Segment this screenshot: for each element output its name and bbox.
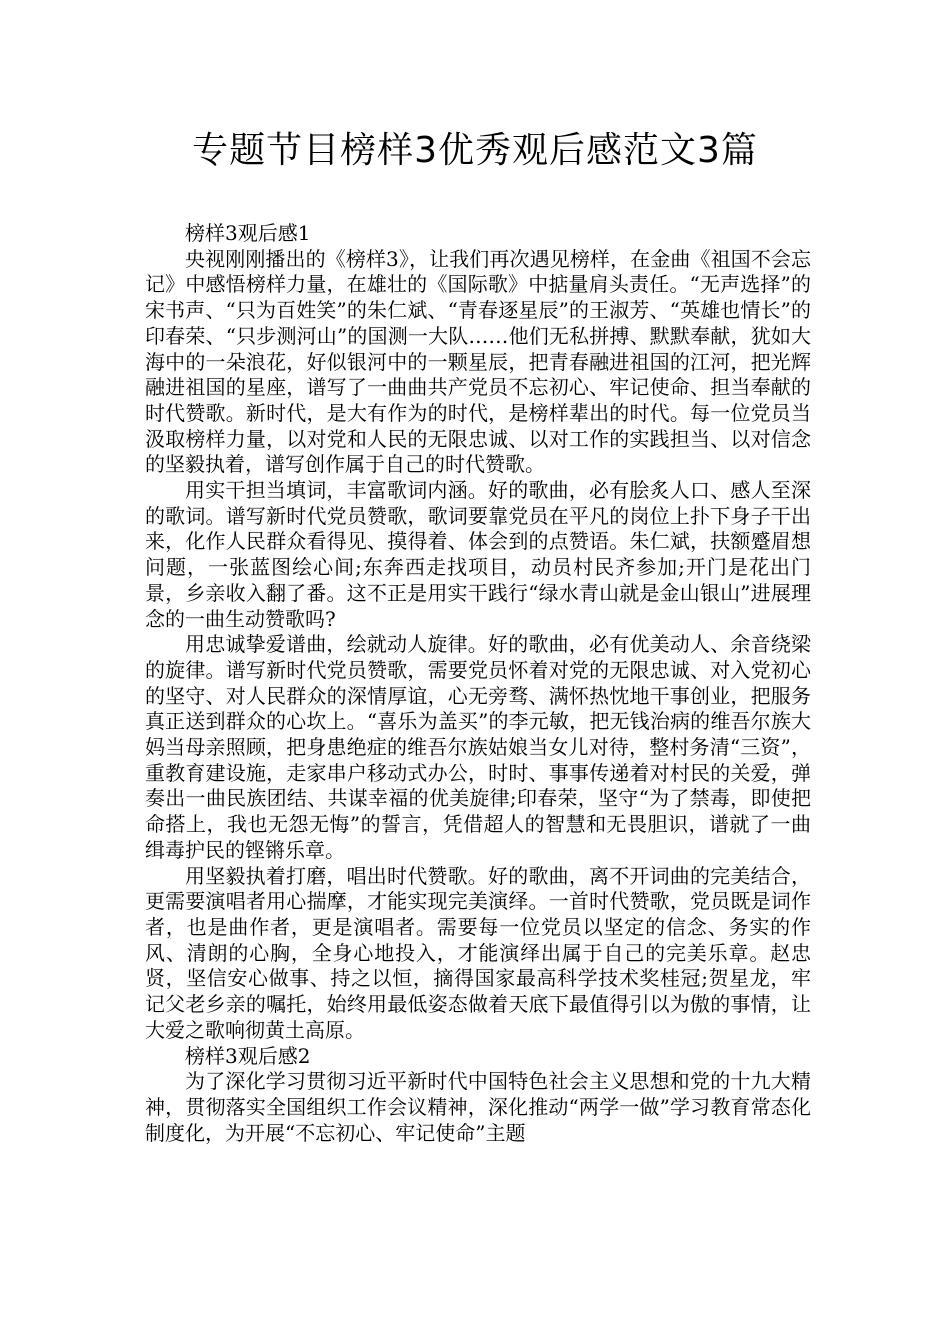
section-heading: 榜样3观后感1 bbox=[185, 221, 311, 245]
paragraph: 用实干担当填词，丰富歌词内涵。好的歌曲，必有脍炙人口、感人至深的歌词。谱写新时代党员赞歌，歌词要靠党员在平凡的岗位上扑下身子干出来，化作人民群众看得见、摸得着、体会到的点赞语。朱仁斌，扶额蹙眉想问题，一张蓝图绘心间;东奔西走找项目，动员村民齐参加;开门是花出门景，乡亲收入翻了番。这不正是用实干践行“绿水青山就是金山银山”进展理念的一曲生动赞歌吗? bbox=[145, 478, 811, 631]
paragraph: 央视刚刚播出的《榜样3》，让我们再次遇见榜样，在金曲《祖国不会忘记》中感悟榜样力量，在雄壮的《国际歌》中掂量肩头责任。“无声选择”的宋书声、“只为百姓笑”的朱仁斌、“青春逐星辰”的王淑芳、“英雄也情长”的印春荣、“只步测河山”的国测一大队……他们无私拼搏、默默奉献，犹如大海中的一朵浪花，好似银河中的一颗星辰，把青春融进祖国的江河，把光辉融进祖国的星座，谱写了一曲曲共产党员不忘初心、牢记使命、担当奉献的时代赞歌。新时代，是大有作为的时代，是榜样辈出的时代。每一位党员当汲取榜样力量，以对党和人民的无限忠诚、以对工作的实践担当、以对信念的坚毅执着，谱写创作属于自己的时代赞歌。 bbox=[145, 246, 811, 477]
document-title: 专题节目榜样3优秀观后感范文3篇 bbox=[192, 130, 758, 171]
document-body bbox=[145, 221, 811, 1146]
paragraph: 为了深化学习贯彻习近平新时代中国特色社会主义思想和党的十九大精神，贯彻落实全国组织工作会议精神，深化推动“两学一做”学习教育常态化制度化，为开展“不忘初心、牢记使命”主题 bbox=[145, 1069, 811, 1145]
section-heading: 榜样3观后感2 bbox=[185, 1043, 311, 1068]
paragraph: 用忠诚挚爱谱曲，绘就动人旋律。好的歌曲，必有优美动人、余音绕梁的旋律。谱写新时代党员赞歌，需要党员怀着对党的无限忠诚、对入党初心的坚守、对人民群众的深情厚谊，心无旁骛、满怀热忱地干事创业，把服务真正送到群众的心坎上。“喜乐为盖买”的李元敏，把无钱治病的维吾尔族大妈当母亲照顾，把身患绝症的维吾尔族姑娘当女儿对待，整村务清“三资”，重教育建设施，走家串户移动式办公，时时、事事传递着对村民的关爱，弹奏出一曲民族团结、共谋幸福的优美旋律;印春荣，坚守“为了禁毒，即使把命搭上，我也无怨无悔”的誓言，凭借超人的智慧和无畏胆识，谱就了一曲缉毒护民的铿锵乐章。 bbox=[145, 632, 811, 862]
paragraph: 用坚毅执着打磨，唱出时代赞歌。好的歌曲，离不开词曲的完美结合，更需要演唱者用心揣摩，才能实现完美演绎。一首时代赞歌，党员既是词作者，也是曲作者，更是演唱者。需要每一位党员以坚定的信念、务实的作风、清朗的心胸，全身心地投入，才能演绎出属于自己的完美乐章。赵忠贤，坚信安心做事、持之以恒，摘得国家最高科学技术奖桂冠;贺星龙，牢记父老乡亲的嘱托，始终用最低姿态做着天底下最值得引以为傲的事情，让大爱之歌响彻黄土高原。 bbox=[145, 863, 811, 1042]
